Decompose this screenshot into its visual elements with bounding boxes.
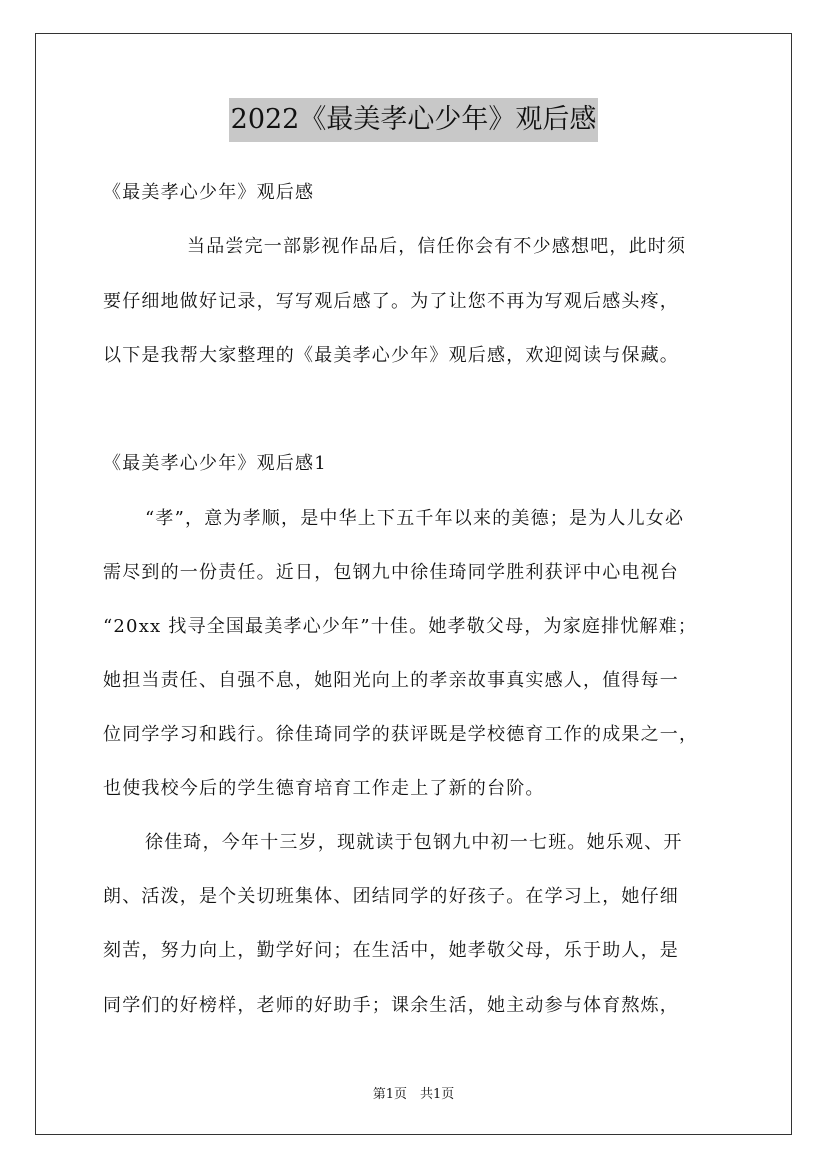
paragraph1-line: “20xx 找寻全国最美孝心少年”十佳。她孝敬父母，为家庭排忧解难； (103, 616, 698, 637)
paragraph1-line: 位同学学习和践行。徐佳琦同学的获评既是学校德育工作的成果之一， (103, 724, 699, 745)
subtitle: 《最美孝心少年》观后感 (103, 182, 315, 203)
paragraph2-line: 同学们的好榜样，老师的好助手；课余生活，她主动参与体育熬炼， (103, 995, 679, 1016)
paragraph1-line: 也使我校今后的学生德育培育工作走上了新的台阶。 (103, 778, 545, 799)
title-container (0, 98, 827, 142)
paragraph1-line: 需尽到的一份责任。近日，包钢九中徐佳琦同学胜利获评中心电视台 (103, 562, 679, 583)
intro-line: 以下是我帮大家整理的《最美孝心少年》观后感，欢迎阅读与保藏。 (103, 345, 679, 366)
paragraph2-line: 徐佳琦，今年十三岁，现就读于包钢九中初一七班。她乐观、开 (145, 832, 683, 853)
paragraph1-line: 她担当责任、自强不息，她阳光向上的孝亲故事真实感人，值得每一 (103, 670, 679, 691)
page-footer: 第1页 共1页 (372, 1087, 455, 1102)
paragraph1-line: “孝”，意为孝顺，是中华上下五千年以来的美德；是为人儿女必 (145, 508, 685, 529)
paragraph2-line: 刻苦，努力向上，勤学好问；在生活中，她孝敬父母，乐于助人，是 (103, 940, 679, 961)
section-heading: 《最美孝心少年》观后感1 (103, 453, 327, 474)
document-title: 2022《最美孝心少年》观后感 (229, 98, 599, 142)
intro-line: 当品尝完一部影视作品后，信任你会有不少感想吧，此时须 (187, 236, 687, 257)
paragraph2-line: 朗、活泼，是个关切班集体、团结同学的好孩子。在学习上，她仔细 (103, 886, 679, 907)
intro-line: 要仔细地做好记录，写写观后感了。为了让您不再为写观后感头疼， (103, 291, 679, 312)
